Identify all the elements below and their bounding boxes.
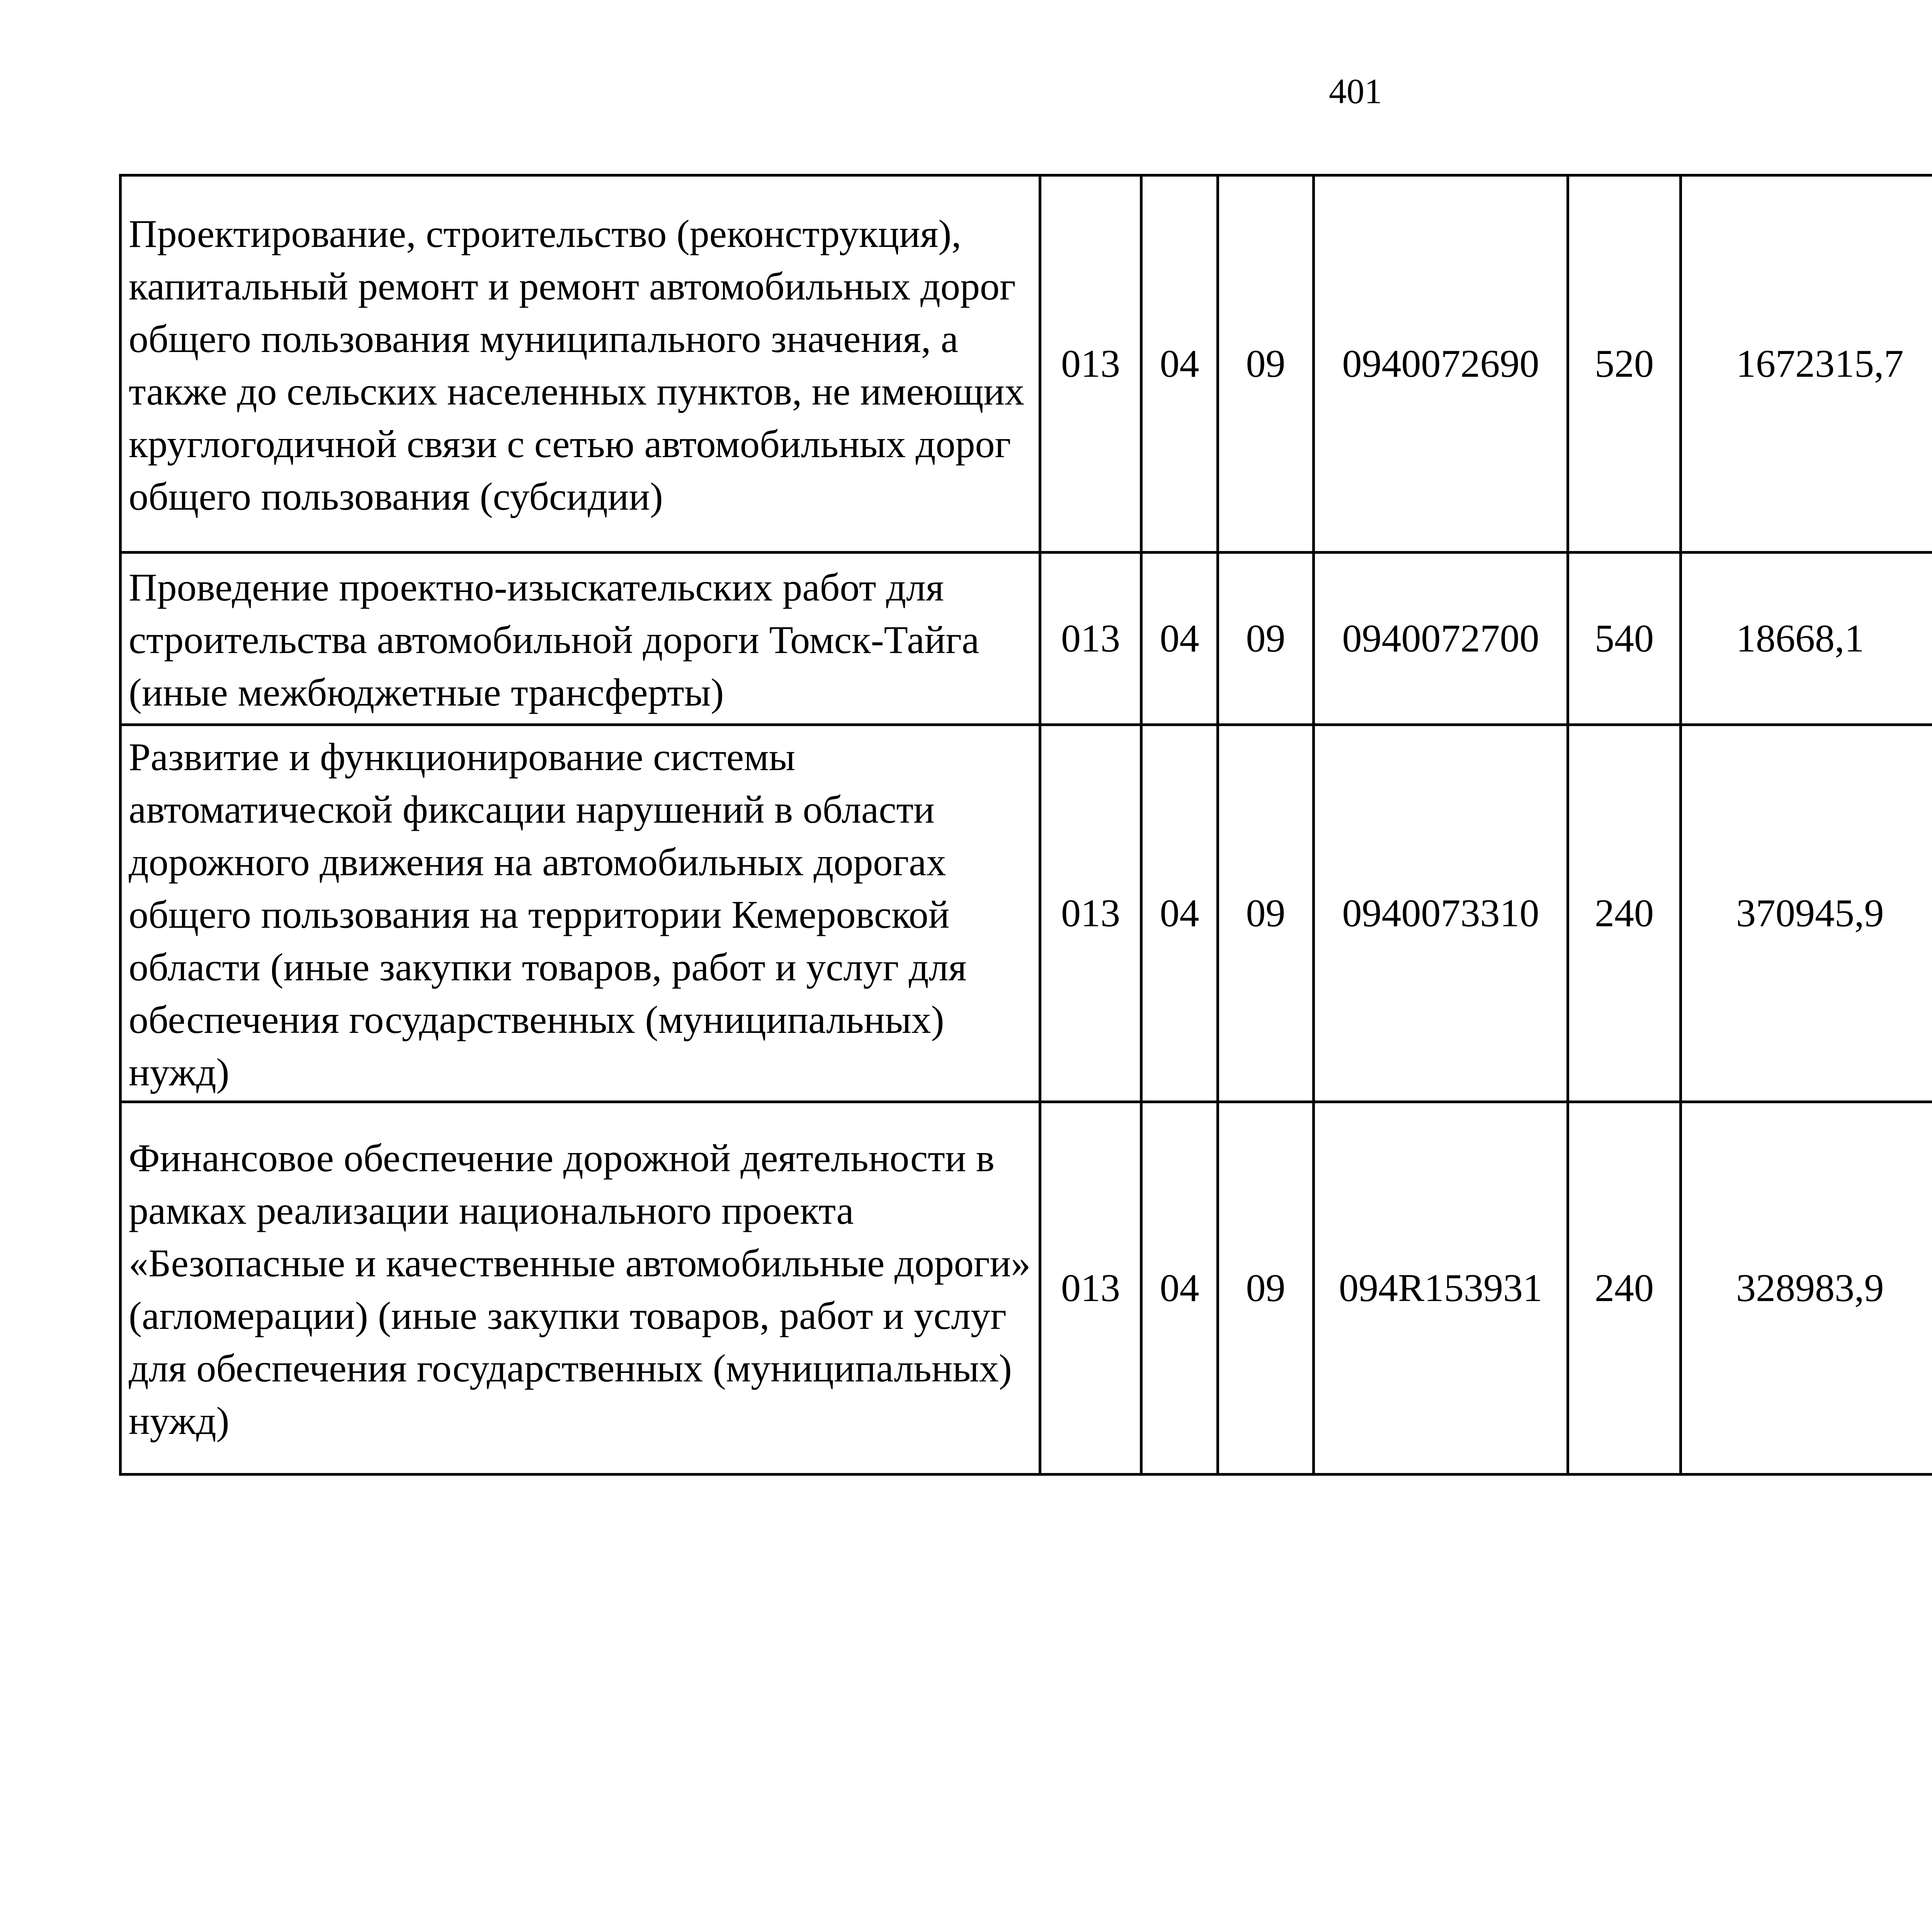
expense-type-code: 240 <box>1568 1102 1681 1475</box>
table-row <box>121 175 1932 553</box>
subsection-code: 09 <box>1218 553 1314 725</box>
subsection-code: 09 <box>1218 725 1314 1102</box>
table-row <box>121 553 1932 725</box>
ministry-code: 013 <box>1040 1102 1141 1475</box>
table-row <box>121 1102 1932 1475</box>
table-row <box>121 725 1932 1102</box>
row-description: Проектирование, строительство (реконструкция), капитальный ремонт и ремонт автомобильных дорог общего пользования муниципального значения, а также до сельских населенных пунктов, не имеющих круглогодичной связи с сетью автомобильных дорог общего пользования (субсидии) <box>121 175 1040 553</box>
subsection-code: 09 <box>1218 175 1314 553</box>
page-number: 401 <box>1329 71 1382 111</box>
target-article-code: 094R153931 <box>1314 1102 1568 1475</box>
row-description: Проведение проектно-изыскательских работ для строительства автомобильной дороги Томск-Тайга (иные межбюджетные трансферты) <box>121 553 1040 725</box>
section-code: 04 <box>1141 1102 1218 1475</box>
ministry-code: 013 <box>1040 553 1141 725</box>
amount-year-1: 1672315,7 <box>1681 175 1932 553</box>
expense-type-code: 520 <box>1568 175 1681 553</box>
ministry-code: 013 <box>1040 175 1141 553</box>
target-article-code: 0940073310 <box>1314 725 1568 1102</box>
target-article-code: 0940072700 <box>1314 553 1568 725</box>
amount-year-1: 328983,9 <box>1681 1102 1932 1475</box>
section-code: 04 <box>1141 175 1218 553</box>
row-description: Развитие и функционирование системы автоматической фиксации нарушений в области дорожного движения на автомобильных дорогах общего пользования на территории Кемеровской области (иные закупки товаров, работ и услуг для обеспечения государственных (муниципальных) нужд) <box>121 725 1040 1102</box>
expense-type-code: 240 <box>1568 725 1681 1102</box>
subsection-code: 09 <box>1218 1102 1314 1475</box>
expense-type-code: 540 <box>1568 553 1681 725</box>
target-article-code: 0940072690 <box>1314 175 1568 553</box>
section-code: 04 <box>1141 553 1218 725</box>
budget-table <box>119 174 1932 1476</box>
amount-year-1: 370945,9 <box>1681 725 1932 1102</box>
ministry-code: 013 <box>1040 725 1141 1102</box>
section-code: 04 <box>1141 725 1218 1102</box>
amount-year-1: 18668,1 <box>1681 553 1932 725</box>
row-description: Финансовое обеспечение дорожной деятельности в рамках реализации национального проекта «Безопасные и качественные автомобильные дороги» (агломерации) (иные закупки товаров, работ и услуг для обеспечения государственных (муниципальных) нужд) <box>121 1102 1040 1475</box>
